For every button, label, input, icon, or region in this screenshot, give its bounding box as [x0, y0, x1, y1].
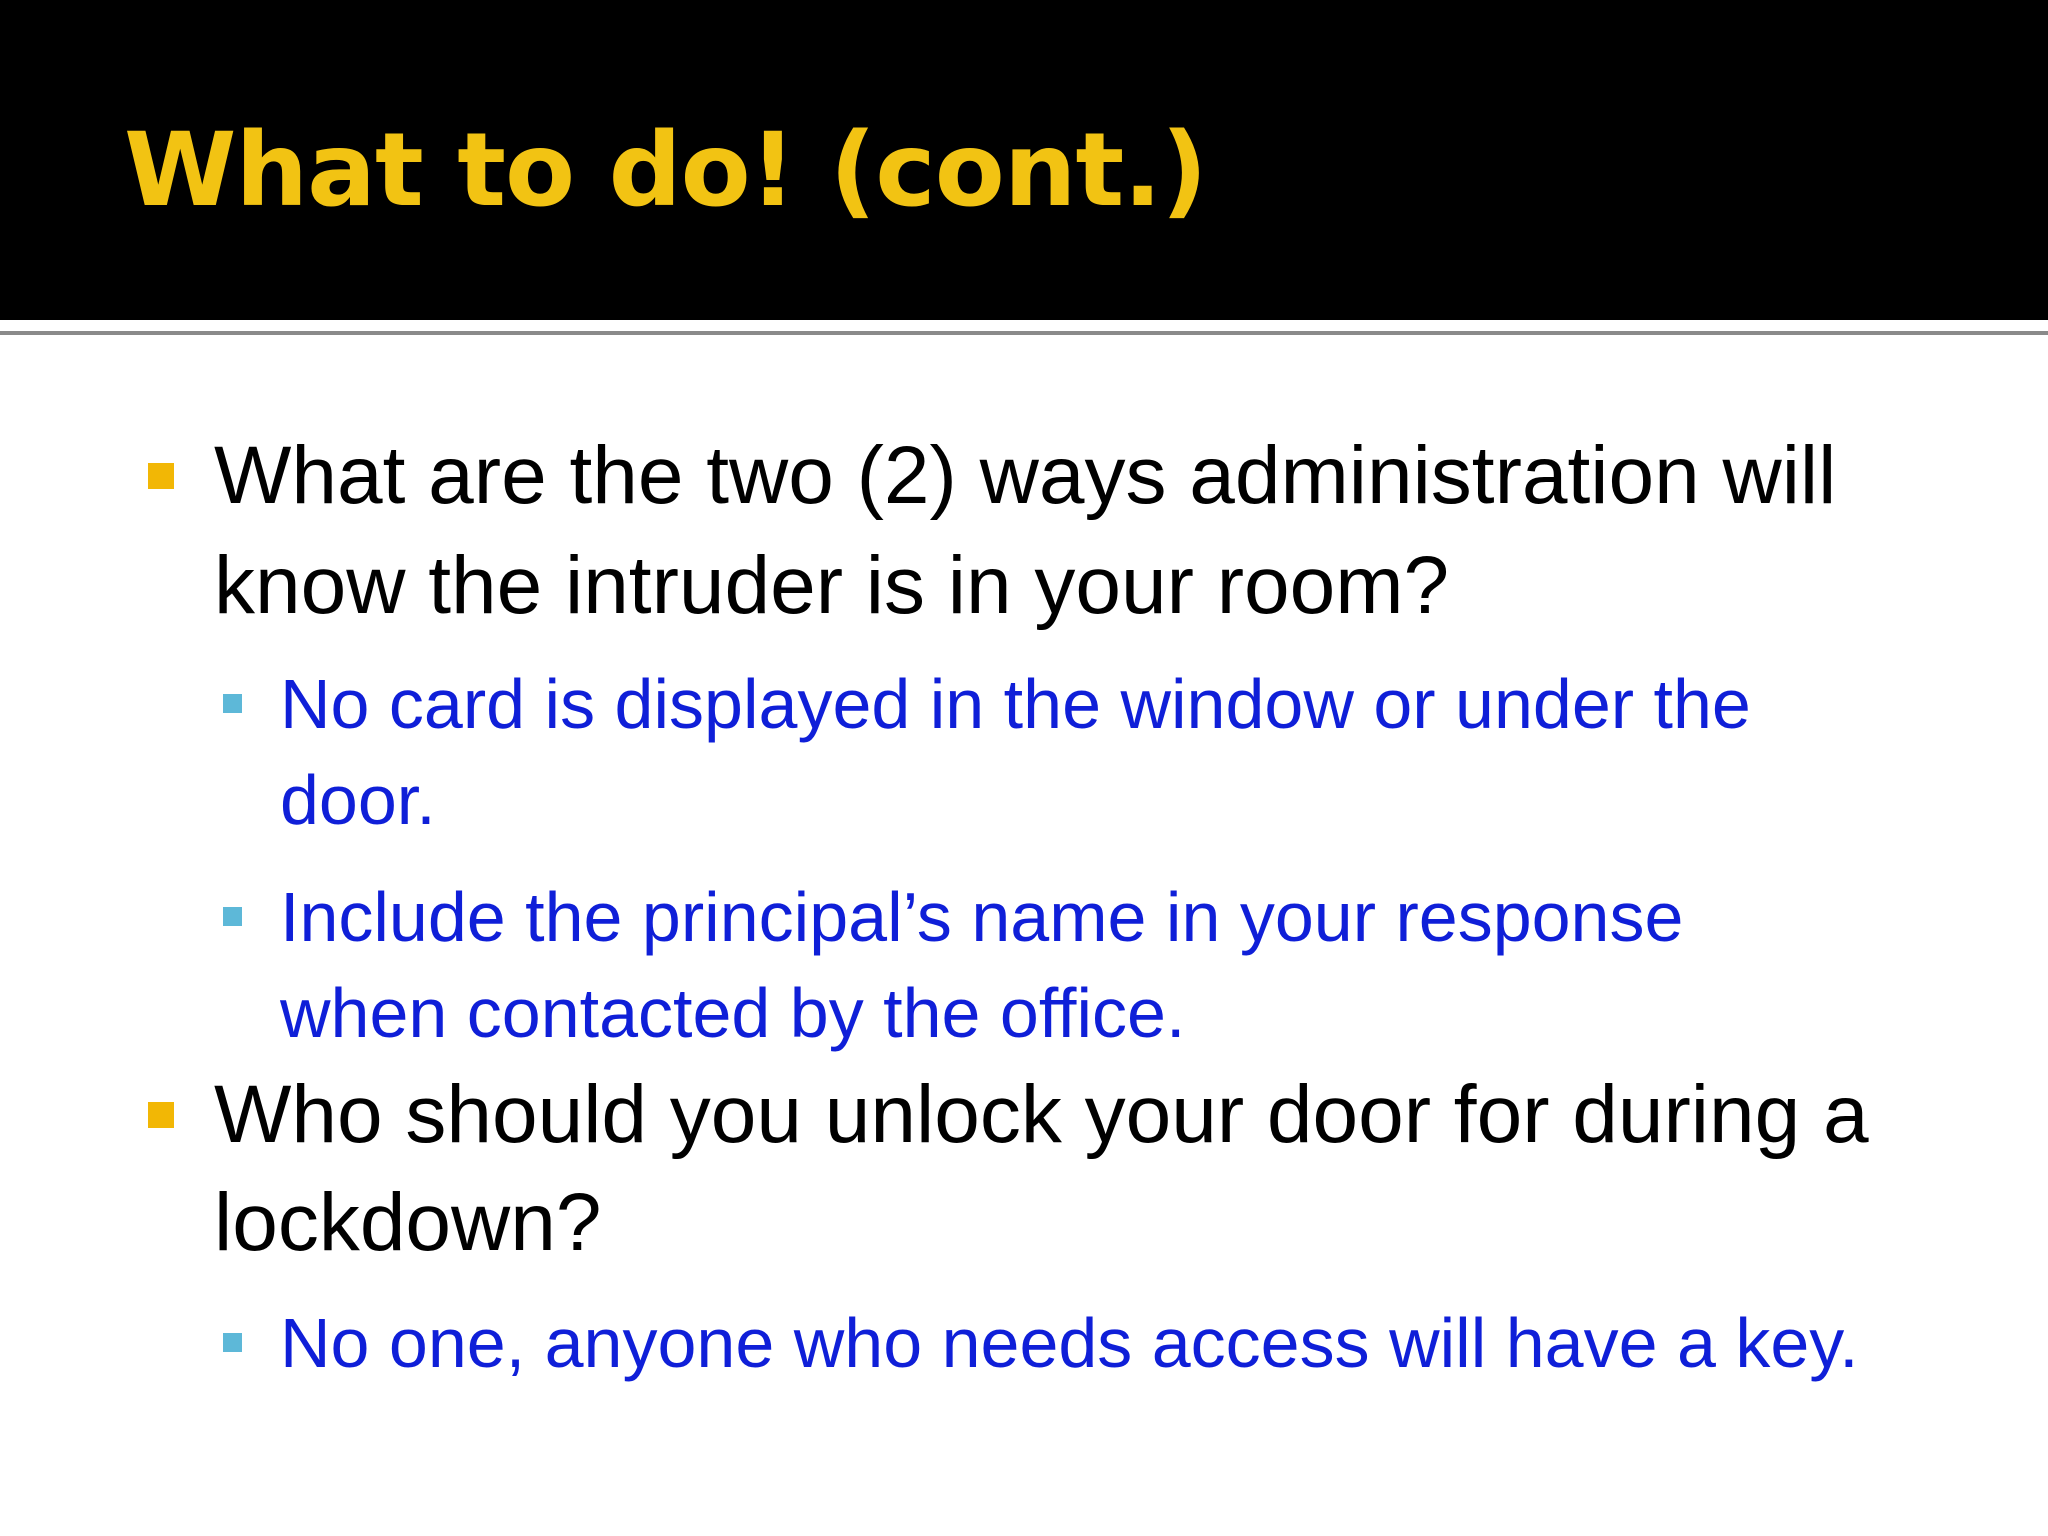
square-bullet-icon — [148, 463, 174, 489]
answer-2a-line-1: No one, anyone who needs access will have a key. — [280, 1304, 1859, 1382]
question-2-line-2: lockdown? — [214, 1177, 602, 1268]
square-bullet-icon — [223, 694, 242, 713]
question-1-line-2: know the intruder is in your room? — [214, 540, 1450, 631]
answer-1b-line-1: Include the principal’s name in your response — [280, 878, 1684, 956]
square-bullet-icon — [223, 907, 242, 926]
answer-1b-line-2: when contacted by the office. — [280, 974, 1186, 1052]
slide-title: What to do! (cont.) — [124, 111, 1207, 230]
answer-1a-line-1: No card is displayed in the window or under the — [280, 665, 1751, 743]
question-1-line-1: What are the two (2) ways administration will — [214, 430, 1837, 521]
square-bullet-icon — [223, 1333, 242, 1352]
answer-1a-line-2: door. — [280, 761, 436, 839]
question-2-line-1: Who should you unlock your door for during a — [214, 1069, 1869, 1160]
square-bullet-icon — [148, 1102, 174, 1128]
